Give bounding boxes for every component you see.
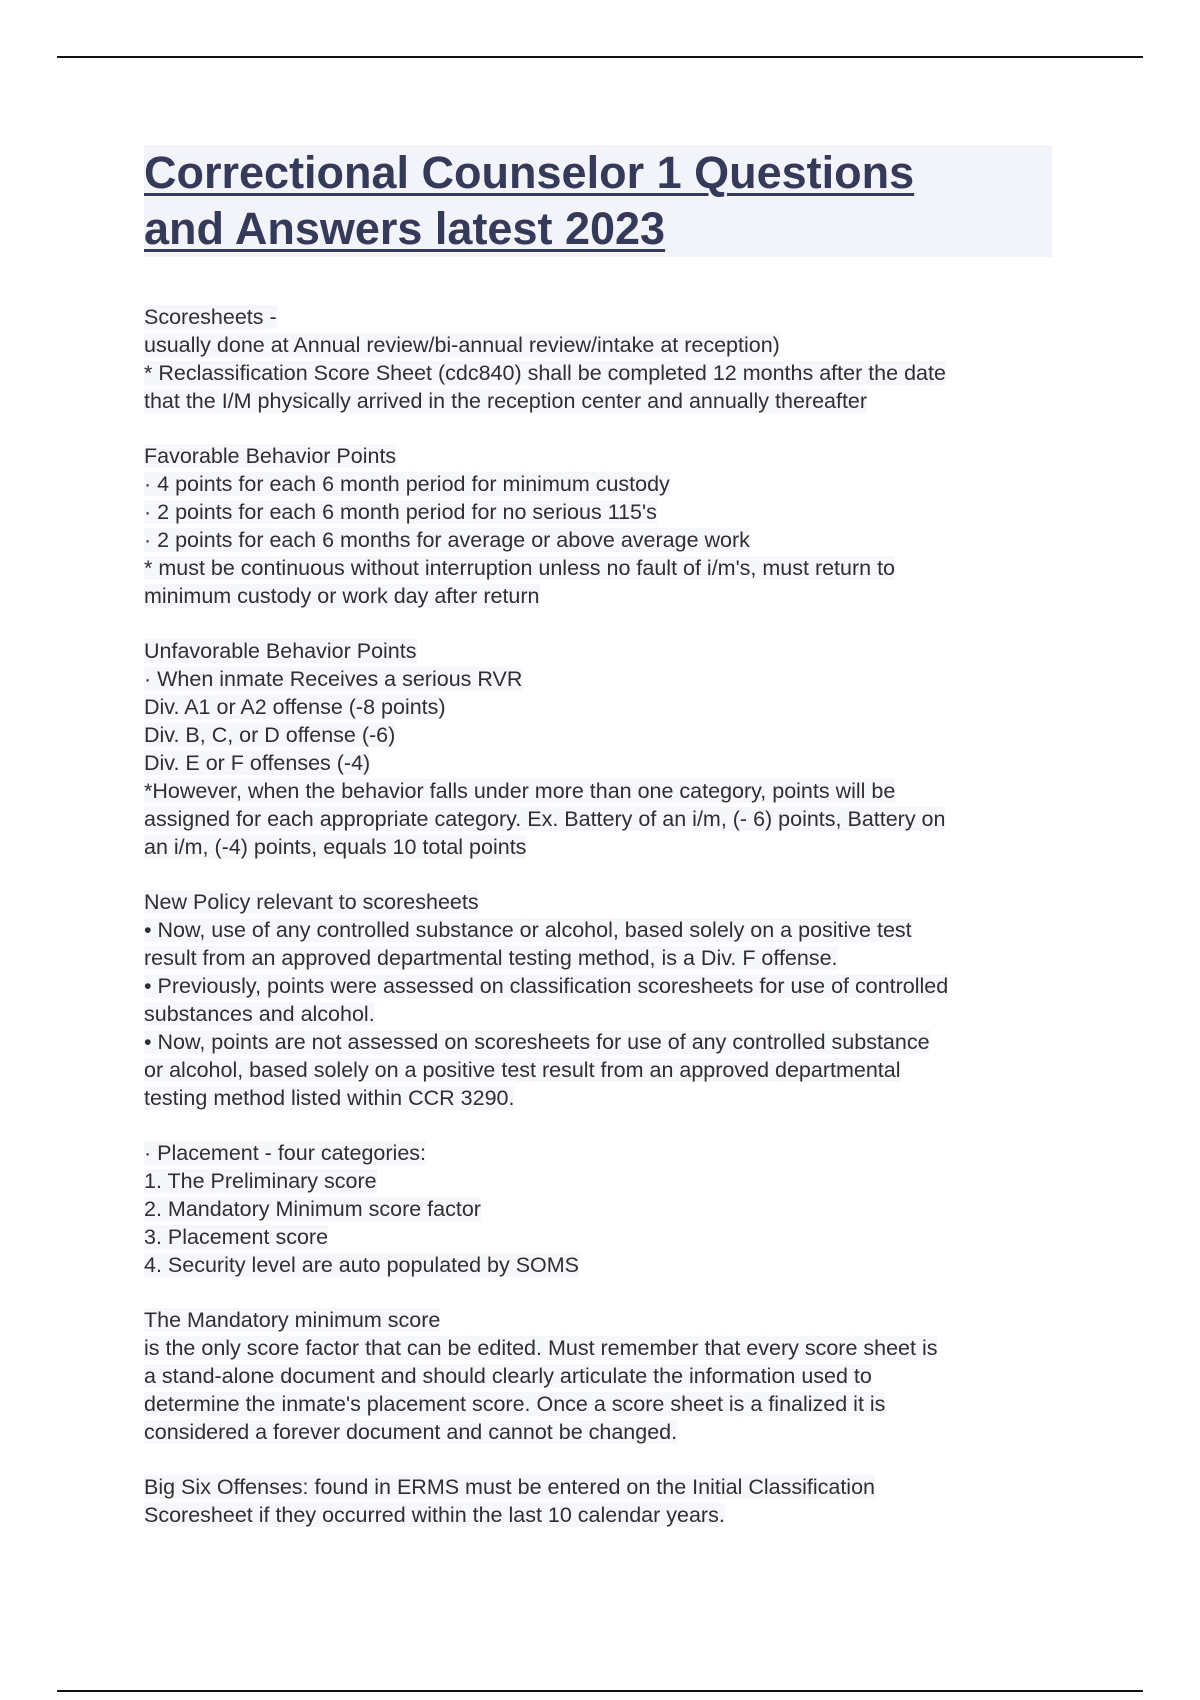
text-line: Scoresheets - — [144, 305, 277, 329]
text-line: Favorable Behavior Points — [144, 444, 397, 468]
text-line: minimum custody or work day after return — [144, 584, 540, 608]
text-line: Unfavorable Behavior Points — [144, 639, 417, 663]
section-4 — [144, 888, 1064, 1112]
text-line: that the I/M physically arrived in the reception center and annually thereafter — [144, 389, 868, 413]
text-line: • Previously, points were assessed on classification scoresheets for use of controlled — [144, 974, 949, 998]
text-line: result from an approved departmental testing method, is a Div. F offense. — [144, 946, 838, 970]
text-line: Scoresheet if they occurred within the last 10 calendar years. — [144, 1503, 725, 1527]
text-line: assigned for each appropriate category. Ex. Battery of an i/m, (- 6) points, Battery on — [144, 807, 946, 831]
text-line: determine the inmate's placement score. Once a score sheet is a finalized it is — [144, 1392, 886, 1416]
text-line: Div. B, C, or D offense (-6) — [144, 723, 396, 747]
text-line: is the only score factor that can be edited. Must remember that every score sheet is — [144, 1336, 938, 1360]
text-line: Div. A1 or A2 offense (-8 points) — [144, 695, 446, 719]
text-line: testing method listed within CCR 3290. — [144, 1086, 515, 1110]
title-line: Correctional Counselor 1 Questions — [144, 147, 915, 198]
document-body — [144, 303, 1064, 1556]
text-line: 1. The Preliminary score — [144, 1169, 377, 1193]
text-line: substances and alcohol. — [144, 1002, 375, 1026]
title-line: and Answers latest 2023 — [144, 203, 666, 254]
footer-rule — [57, 1690, 1143, 1692]
text-line: The Mandatory minimum score — [144, 1308, 441, 1332]
text-line: · 2 points for each 6 months for average or above average work — [144, 528, 750, 552]
text-line: • Now, points are not assessed on scoresheets for use of any controlled substance — [144, 1030, 930, 1054]
text-line: * must be continuous without interruption unless no fault of i/m's, must return to — [144, 556, 896, 580]
text-line: considered a forever document and cannot be changed. — [144, 1420, 678, 1444]
text-line: an i/m, (-4) points, equals 10 total points — [144, 835, 527, 859]
section-6 — [144, 1306, 1064, 1446]
text-line: · 2 points for each 6 month period for no serious 115's — [144, 500, 657, 524]
text-line: usually done at Annual review/bi-annual review/intake at reception) — [144, 333, 780, 357]
section-3 — [144, 637, 1064, 861]
header-rule — [57, 56, 1143, 58]
text-line: * Reclassification Score Sheet (cdc840) shall be completed 12 months after the date — [144, 361, 946, 385]
text-line: · When inmate Receives a serious RVR — [144, 667, 523, 691]
text-line: *However, when the behavior falls under more than one category, points will be — [144, 779, 896, 803]
text-line: 4. Security level are auto populated by SOMS — [144, 1253, 580, 1277]
text-line: Div. E or F offenses (-4) — [144, 751, 371, 775]
section-7 — [144, 1473, 1064, 1529]
text-line: • Now, use of any controlled substance or alcohol, based solely on a positive test — [144, 918, 912, 942]
text-line: 3. Placement score — [144, 1225, 329, 1249]
document-title — [144, 145, 1052, 257]
text-line: Big Six Offenses: found in ERMS must be entered on the Initial Classification — [144, 1475, 875, 1499]
text-line: · 4 points for each 6 month period for minimum custody — [144, 472, 670, 496]
text-line: New Policy relevant to scoresheets — [144, 890, 479, 914]
text-line: 2. Mandatory Minimum score factor — [144, 1197, 481, 1221]
section-1 — [144, 303, 1064, 415]
section-2 — [144, 442, 1064, 610]
text-line: a stand-alone document and should clearly articulate the information used to — [144, 1364, 872, 1388]
text-line: or alcohol, based solely on a positive test result from an approved departmental — [144, 1058, 901, 1082]
section-5 — [144, 1139, 1064, 1279]
text-line: · Placement - four categories: — [144, 1141, 427, 1165]
